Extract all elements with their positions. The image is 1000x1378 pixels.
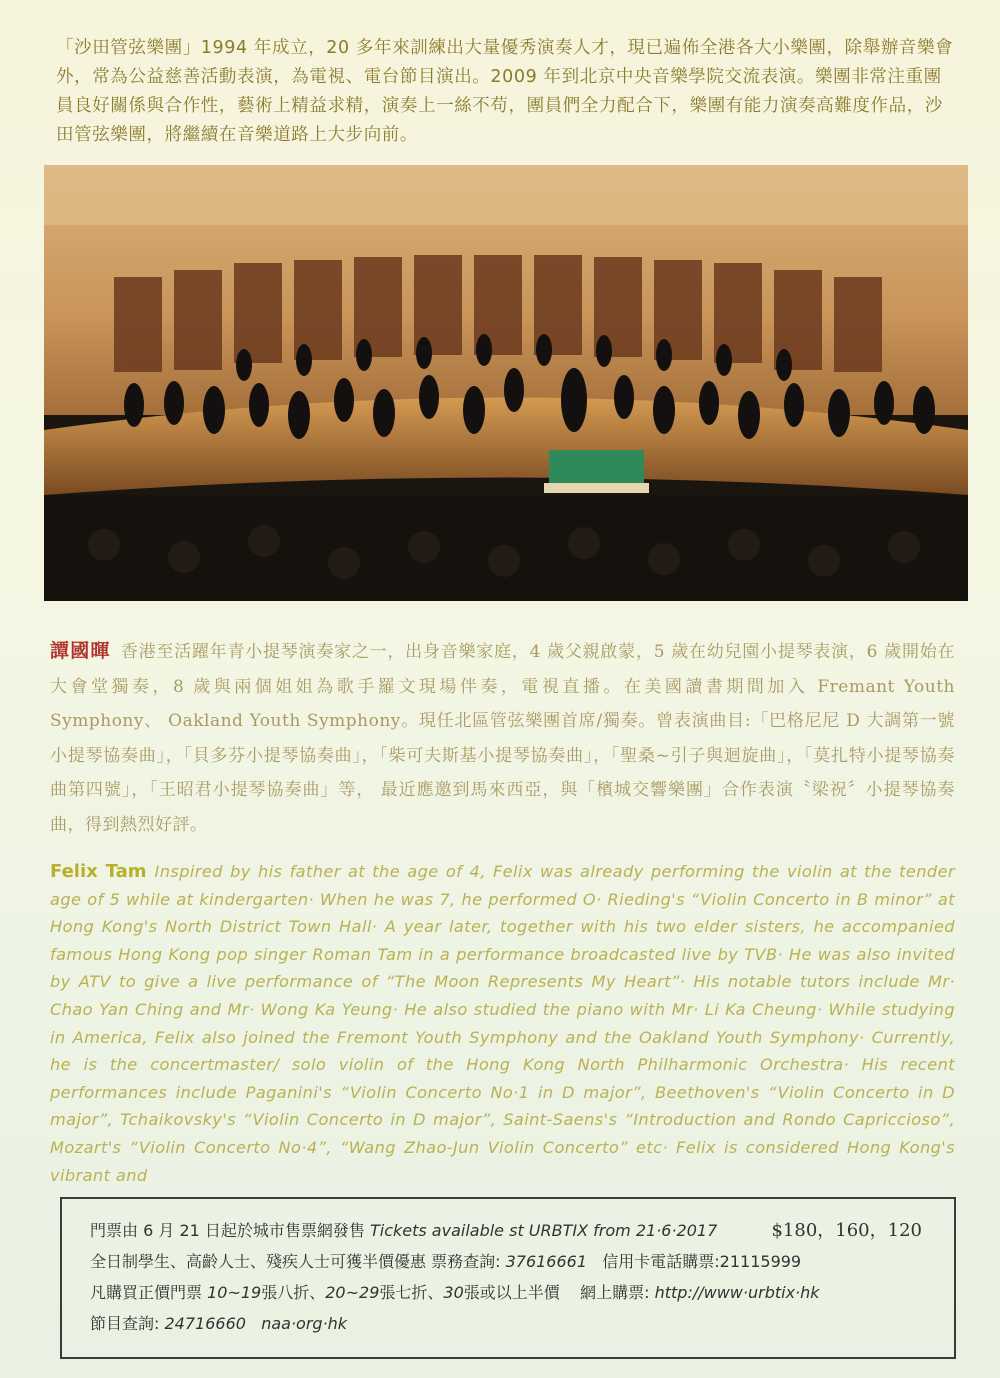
- bulk-range-2: 20~29: [325, 1283, 380, 1302]
- ticket-bulk-line: [90, 1277, 926, 1308]
- credit-card-hotline: 信用卡電話購票:21115999: [602, 1252, 802, 1271]
- violinist-bio-english: [50, 858, 955, 1189]
- bio-english-text: Inspired by his father at the age of 4, Felix was already performing the violin at the tender age of 5 while at kindergarten· When he was 7, he performed O· Rieding's “Violin Concerto in B minor” at Hong Kong's North District Town Hall· A year later, together with his two elder sisters, he accompanied famous Hong Kong pop singer Roman Tam in a performance broadcasted live by TVB· He was also invited by ATV to give a live performance of “The Moon Represents My Heart”· His notable tutors include Mr· Chao Yan Ching and Mr· Wong Ka Yeung· He also studied the piano with Mr· Li Ka Cheung· While studying in America, Felix also joined the Fremont Youth Symphony and the Oakland Youth Symphony· Currently, he is the concertmaster/ solo violin of the Hong Kong North Philharmonic Orchestra· His recent performances include Paganini's “Violin Concerto No·1 in D major”, Beethoven's “Violin Concerto in D major”, Tchaikovsky's “Violin Concerto in D major”, Saint-Saens's “Introduction and Rondo Capriccioso”, Mozart's “Violin Concerto No·4”, “Wang Zhao-Jun Violin Concerto” etc· Felix is considered Hong Kong's vibrant and: [50, 862, 955, 1185]
- bulk-range-1: 10~19: [207, 1283, 262, 1302]
- ticket-prices: $180，160，120: [771, 1220, 922, 1241]
- online-booking-label: 網上購票:: [580, 1283, 650, 1302]
- programme-enquiry-phone: 24716660: [164, 1314, 246, 1333]
- orchestra-intro: 「沙田管弦樂團」1994 年成立，20 多年來訓練出大量優秀演奏人才，現已遍佈全港各大小樂團，除舉辦音樂會外，常為公益慈善活動表演，為電視、電台節目演出。2009 年到北京中央音樂學院交流表演。樂團非常注重團員良好關係與合作性，藝術上精益求精，演奏上一絲不苟，團員們全力配合下，樂團有能力演奏高難度作品，沙田管弦樂團，將繼續在音樂道路上大步向前。: [56, 38, 954, 145]
- naa-website-link[interactable]: naa·org·hk: [261, 1314, 348, 1333]
- bulk-range-3: 30: [443, 1283, 464, 1302]
- bio-chinese-text: 香港至活躍年青小提琴演奏家之一，出身音樂家庭，4 歲父親啟蒙，5 歲在幼兒園小提琴表演，6 歲開始在大會堂獨奏，8 歲與兩個姐姐為歌手羅文現場伴奏，電視直播。在美國讀書期間加入 Fremant Youth Symphony、 Oakland Youth Symphony。現任北區管弦樂團首席/獨奏。曾表演曲目:「巴格尼尼 D 大調第一號小提琴協奏曲」，「貝多芬小提琴協奏曲」，「柴可夫斯基小提琴協奏曲」，「聖桑~引子與迴旋曲」，「莫扎特小提琴協奏曲第四號」，「王昭君小提琴協奏曲」等， 最近應邀到馬來西亞，與「檳城交響樂團」合作表演〝梁祝〞小提琴協奏曲，得到熱烈好評。: [50, 642, 955, 835]
- ticket-sale-zh: 門票由 6 月 21 日起於城市售票網發售: [90, 1221, 365, 1240]
- ticket-discount-line: [90, 1246, 926, 1277]
- urbtix-link[interactable]: http://www·urbtix·hk: [654, 1283, 820, 1302]
- violinist-name-english: Felix Tam: [50, 861, 147, 882]
- ticket-sale-en: Tickets available st URBTIX from 21·6·2017: [369, 1221, 718, 1240]
- concert-photo-illustration: [44, 165, 968, 601]
- ticket-info-box: [60, 1197, 956, 1359]
- orchestra-concert-photo: [44, 165, 968, 601]
- programme-enquiry-line: [90, 1308, 926, 1339]
- violinist-name-chinese: 譚國暉: [50, 640, 111, 662]
- ticket-discount-text: 全日制學生、高齡人士、殘疾人士可獲半價優惠 票務查詢:: [90, 1252, 501, 1271]
- violinist-bio-chinese: [50, 634, 955, 842]
- bulk-text-4: 張或以上半價: [463, 1283, 560, 1302]
- ticket-enquiry-phone: 37616661: [505, 1252, 588, 1271]
- bulk-text-1: 凡購買正價門票: [90, 1283, 203, 1302]
- programme-enquiry-label: 節目查詢:: [90, 1314, 160, 1333]
- bulk-text-3: 張七折、: [379, 1283, 444, 1302]
- bulk-text-2: 張八折、: [261, 1283, 326, 1302]
